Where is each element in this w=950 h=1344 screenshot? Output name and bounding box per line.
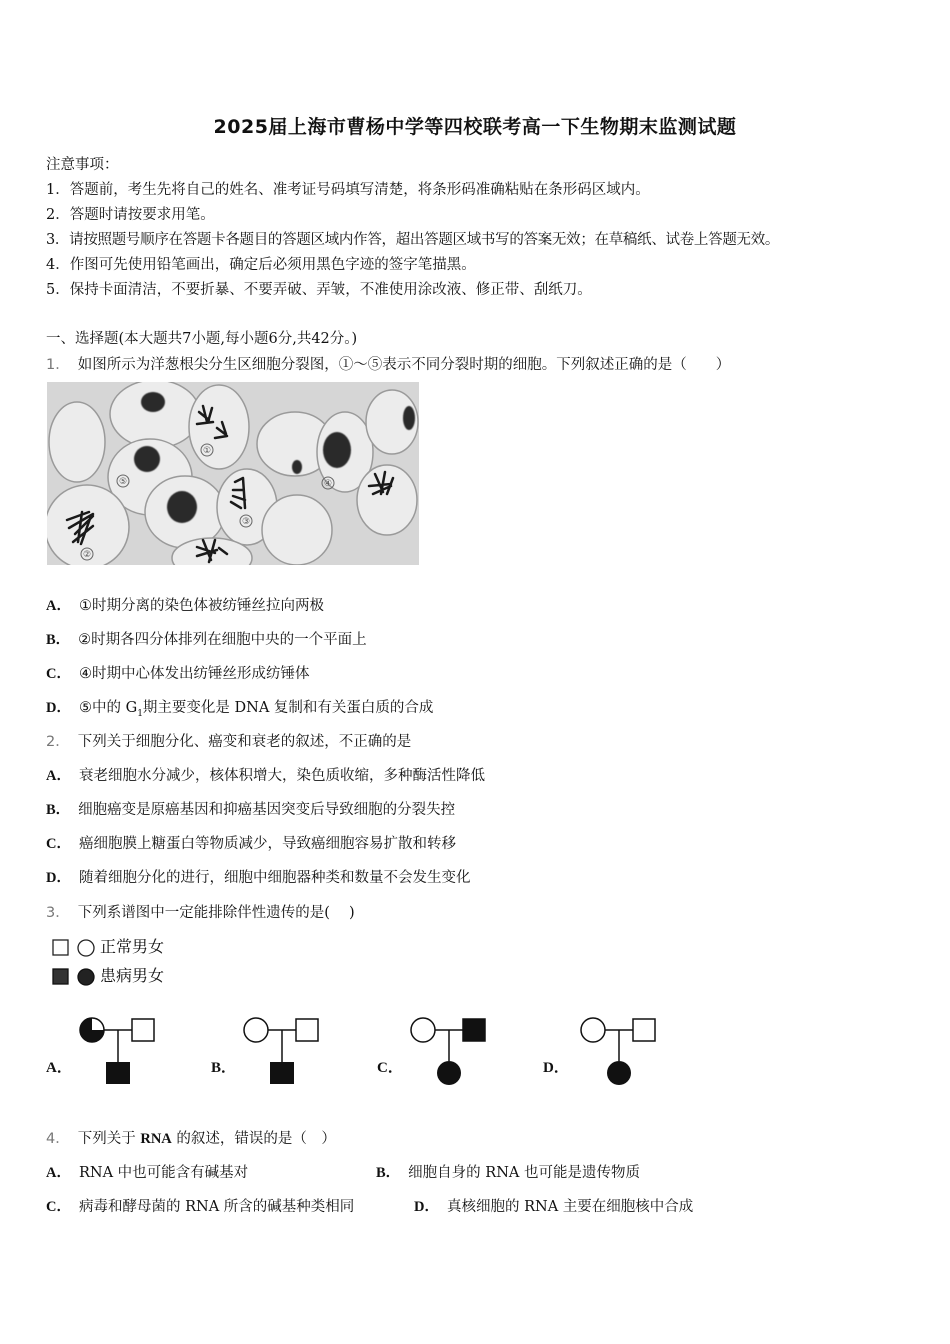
option-subscript: 1: [137, 708, 143, 719]
section-heading: 一、选择题(本大题共7小题,每小题6分,共42分。): [46, 331, 358, 347]
cell-label: ③: [241, 517, 251, 527]
question-stem: 如图所示为洋葱根尖分生区细胞分裂图，①～⑤表示不同分裂时期的细胞。下列叙述正确的是（ ）: [77, 357, 731, 373]
option-letter: B．: [46, 802, 71, 818]
legend-normal: [52, 934, 164, 959]
option-letter: A．: [46, 598, 71, 614]
q1-option-d[interactable]: [46, 696, 433, 719]
option-text: 随着细胞分化的进行，细胞中细胞器种类和数量不会发生变化: [78, 870, 471, 886]
option-text: ⑤中的 G: [78, 700, 138, 716]
option-text: 期主要变化是 DNA 复制和有关蛋白质的合成: [142, 700, 434, 716]
normal-symbols-icon: [52, 937, 100, 959]
cell-label: ④: [323, 479, 333, 489]
pedigree-c[interactable]: [405, 1014, 495, 1088]
option-letter: D．: [46, 870, 71, 886]
option-text: 病毒和酵母菌的 RNA 所含的碱基种类相同: [78, 1199, 355, 1215]
q4-option-c[interactable]: [46, 1195, 354, 1216]
option-text: 真核细胞的 RNA 主要在细胞核中合成: [446, 1199, 694, 1215]
pedigree-c-label: C．: [377, 1060, 403, 1076]
question-4: [46, 1127, 336, 1148]
q1-option-b[interactable]: [46, 628, 367, 649]
pedigree-a[interactable]: [74, 1014, 164, 1088]
cell-label: ②: [82, 550, 92, 560]
pedigree-d-label: D．: [543, 1060, 569, 1076]
question-2: [46, 730, 411, 751]
cell-label: ①: [202, 446, 212, 456]
question-3: [46, 901, 355, 922]
question-stem-rna: RNA: [140, 1131, 172, 1147]
q2-option-a[interactable]: [46, 764, 485, 785]
legend-label: 患病男女: [100, 966, 165, 985]
question-number: 2．: [46, 734, 70, 750]
legend-label: 正常男女: [100, 937, 165, 956]
question-stem: 下列关于: [77, 1131, 141, 1147]
option-text: ①时期分离的染色体被纺锤丝拉向两极: [78, 598, 324, 614]
q2-option-b[interactable]: [46, 798, 455, 819]
option-letter: C．: [46, 666, 71, 682]
q4-option-d[interactable]: [414, 1195, 693, 1216]
question-1: [46, 353, 730, 374]
option-letter: D．: [414, 1199, 439, 1215]
option-letter: C．: [46, 836, 71, 852]
onion-root-tip-micrograph: [47, 382, 419, 565]
q1-option-a[interactable]: [46, 594, 324, 615]
question-stem: 的叙述，错误的是（ ）: [171, 1131, 336, 1147]
cell-label: ⑤: [118, 477, 128, 487]
option-letter: D．: [46, 700, 71, 716]
option-letter: A．: [46, 768, 71, 784]
page-title: 2025届上海市曹杨中学等四校联考高一下生物期末监测试题: [213, 116, 737, 138]
question-number: 1．: [46, 357, 70, 373]
notice-item: 3．请按照题号顺序在答题卡各题目的答题区域内作答，超出答题区域书写的答案无效；在草稿纸、试卷上答题无效。: [46, 232, 780, 248]
option-letter: C．: [46, 1199, 71, 1215]
option-letter: B．: [376, 1165, 401, 1181]
q4-option-b[interactable]: [376, 1161, 640, 1182]
legend-affected: [52, 963, 164, 988]
q1-option-c[interactable]: [46, 662, 309, 683]
q2-option-c[interactable]: [46, 832, 456, 853]
pedigree-b[interactable]: [238, 1014, 328, 1088]
pedigree-d[interactable]: [575, 1014, 665, 1088]
question-number: 3．: [46, 905, 70, 921]
notice-item: 2．答题时请按要求用笔。: [46, 207, 215, 223]
question-stem: 下列关于细胞分化、癌变和衰老的叙述，不正确的是: [77, 734, 412, 750]
notice-item: 5．保持卡面清洁，不要折暴、不要弄破、弄皱，不准使用涂改液、修正带、刮纸刀。: [46, 282, 592, 298]
option-text: ②时期各四分体排列在细胞中央的一个平面上: [78, 632, 367, 648]
q2-option-d[interactable]: [46, 866, 470, 887]
notice-heading: 注意事项：: [46, 157, 119, 173]
option-text: 细胞自身的 RNA 也可能是遗传物质: [408, 1165, 640, 1181]
q4-option-a[interactable]: [46, 1161, 248, 1182]
pedigree-b-label: B．: [211, 1060, 237, 1076]
notice-item: 4．作图可先使用铅笔画出，确定后必须用黑色字迹的签字笔描黑。: [46, 257, 476, 273]
pedigree-a-label: A．: [46, 1060, 72, 1076]
option-letter: A．: [46, 1165, 71, 1181]
option-text: 细胞癌变是原癌基因和抑癌基因突变后导致细胞的分裂失控: [78, 802, 456, 818]
notice-item: 1．答题前，考生先将自己的姓名、准考证号码填写清楚，将条形码准确粘贴在条形码区域内。: [46, 182, 650, 198]
question-stem: 下列系谱图中一定能排除伴性遗传的是( ): [77, 905, 355, 921]
option-text: ④时期中心体发出纺锤丝形成纺锤体: [78, 666, 310, 682]
option-text: 衰老细胞水分减少，核体积增大，染色质收缩，多种酶活性降低: [78, 768, 485, 784]
micrograph-image: [47, 382, 419, 565]
option-text: 癌细胞膜上糖蛋白等物质减少，导致癌细胞容易扩散和转移: [78, 836, 456, 852]
question-number: 4．: [46, 1131, 70, 1147]
affected-symbols-icon: [52, 966, 100, 988]
option-text: RNA 中也可能含有碱基对: [78, 1165, 249, 1181]
option-letter: B．: [46, 632, 71, 648]
